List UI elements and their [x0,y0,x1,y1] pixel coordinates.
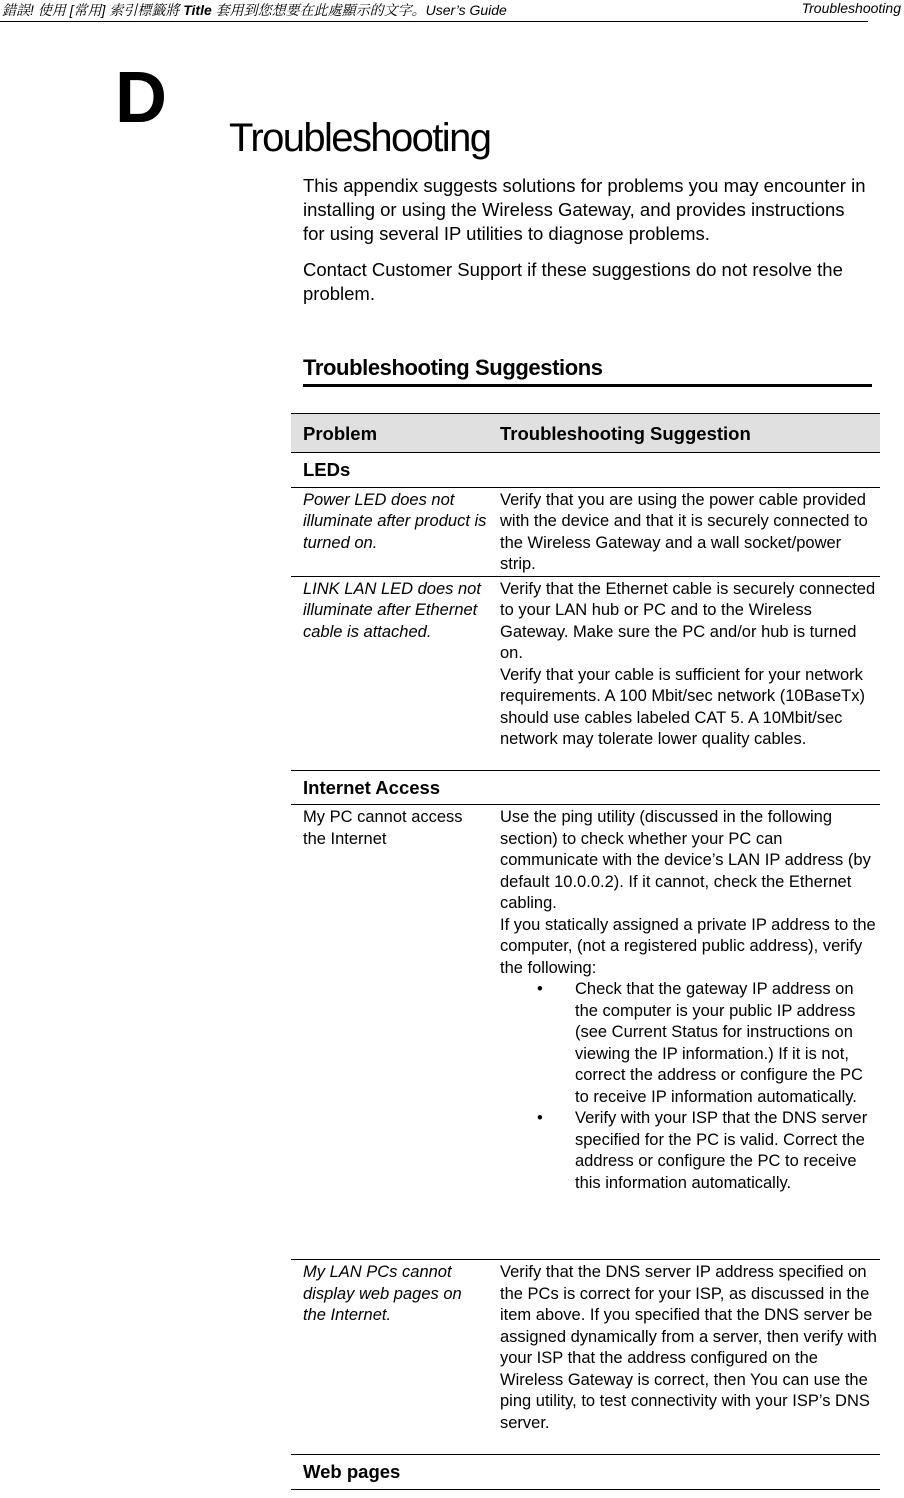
column-header-problem: Problem [291,414,488,453]
table-row [291,805,880,1260]
problem-cell: My PC cannot access the Internet [291,805,488,1260]
category-label: LEDs [291,453,488,488]
header-error-text [2,0,507,20]
suggestion-text: Verify that you are using the power cable provided with the device and that it is securely connected to the Wireless Gateway and a wall socket/power strip. [500,490,868,573]
header-title-word: Title [183,2,212,18]
category-label: Internet Access [291,770,488,805]
list-item [500,1108,880,1194]
suggestion-text: Verify that the Ethernet cable is securely connected to your LAN hub or PC and to the Wireless Gateway. Make sure the PC and/or hub is turned on. [500,579,876,662]
table-row [291,487,880,576]
category-row-leds [291,453,880,488]
table-row [291,1260,880,1455]
suggestion-text: Verify that the DNS server IP address specified on the PCs is correct for your ISP, as discussed in the item above. If you specified that the DNS server be assigned dynamically from a server, then verify with your ISP that the address configured on the Wireless Gateway is correct, then You can use the ping utility, to test connectivity with your ISP’s DNS server. [500,1263,877,1432]
bullet-icon: • [537,980,543,998]
category-row-web-pages [291,1455,880,1490]
troubleshooting-table [291,413,880,1490]
header-section-name: Troubleshooting [801,0,901,16]
bullet-text: Verify with your ISP that the DNS server specified for the PC is valid. Correct the address or configure the PC to receive this information automatically. [575,1109,868,1192]
header-doc-name: User’s Guide [425,2,507,18]
intro-text [303,174,868,318]
problem-cell: LINK LAN LED does not illuminate after Ethernet cable is attached. [291,576,488,770]
header-error-suffix: 套用到您想要在此處顯示的文字。 [211,2,426,18]
table-row [291,576,880,770]
bullet-text: Check that the gateway IP address on the computer is your public IP address (see Current Status for instructions on viewing the IP information.) If it is not, correct the address or configure the PC to receive IP information automatically. [575,980,863,1106]
suggestion-bullet-list [500,979,880,1194]
suggestion-cell [488,576,880,770]
column-header-suggestion: Troubleshooting Suggestion [488,414,880,453]
suggestion-text: Use the ping utility (discussed in the following section) to check whether your PC can communicate with the device’s LAN IP address (by default 10.0.0.2). If it cannot, check the Ethernet cabling. [500,808,871,912]
section-heading: Troubleshooting Suggestions [303,355,872,387]
page-header [0,0,901,22]
category-row-internet-access [291,770,880,805]
problem-cell: My LAN PCs cannot display web pages on the Internet. [291,1260,488,1455]
list-item [500,979,880,1108]
intro-paragraph-2: Contact Customer Support if these suggestions do not resolve the problem. [303,259,843,304]
intro-paragraph-1: This appendix suggests solutions for problems you may encounter in installing or using the Wireless Gateway, and provides instructions for using several IP utilities to diagnose problems. [303,175,866,244]
suggestion-text: If you statically assigned a private IP address to the computer, (not a registered public address), verify the following: [500,915,876,977]
table-header-row [291,414,880,453]
header-error-prefix: 錯誤! 使用 [常用] 索引標籤將 [2,2,184,18]
chapter-title: Troubleshooting [229,116,491,160]
suggestion-cell [488,805,880,1260]
suggestion-cell [488,487,880,576]
category-label: Web pages [291,1455,488,1490]
problem-cell: Power LED does not illuminate after product is turned on. [291,487,488,576]
bullet-icon: • [537,1109,543,1127]
chapter-letter: D [115,58,167,138]
suggestion-cell [488,1260,880,1455]
suggestion-text: Verify that your cable is sufficient for your network requirements. A 100 Mbit/sec network (10BaseTx) should use cables labeled CAT 5. A 10Mbit/sec network may tolerate lower quality cables. [500,665,865,748]
